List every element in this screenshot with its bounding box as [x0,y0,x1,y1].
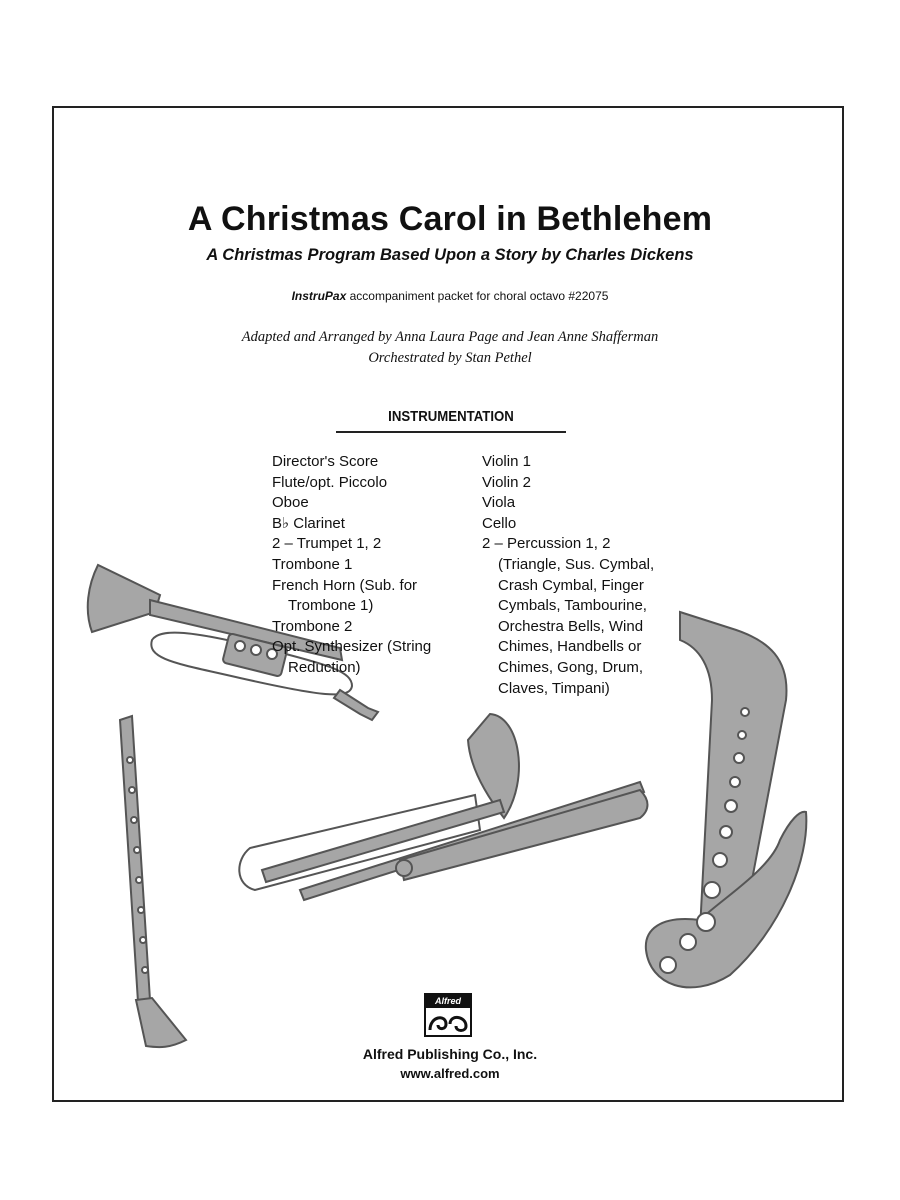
instrument-list-left [272,452,472,679]
list-item: Opt. Synthesizer (String [272,638,432,656]
list-item: B♭ Clarinet [272,514,345,532]
orchestrator-credit: Orchestrated by Stan Pethel [368,350,532,366]
list-item: Viola [482,494,516,512]
publisher-name: Alfred Publishing Co., Inc. [362,1046,538,1062]
list-item: (Triangle, Sus. Cymbal, [498,555,655,573]
list-item: Claves, Timpani) [498,679,610,697]
clarinet-illustration [120,716,186,1047]
cover-title: A Christmas Carol in Bethlehem [187,200,713,238]
list-item: Violin 2 [482,473,531,491]
list-item: Cymbals, Tambourine, [498,597,647,615]
instrument-list-right [482,452,682,699]
list-item: Orchestra Bells, Wind [498,617,644,635]
list-item: Flute/opt. Piccolo [272,473,388,491]
logo-mark-icon [426,1008,470,1035]
list-item: Oboe [272,494,309,512]
list-item: Reduction) [288,658,361,676]
publisher-url[interactable]: www.alfred.com [400,1066,500,1081]
trombone-illustration [239,714,647,900]
arranger-credit: Adapted and Arranged by Anna Laura Page and Jean Anne Shafferman [241,329,659,345]
instrumentation-heading: INSTRUMENTATION [388,408,514,425]
list-item: Crash Cymbal, Finger [498,576,644,594]
packet-text: accompaniment packet for choral octavo #22075 [346,289,609,303]
alfred-logo-text: Alfred [426,995,470,1008]
list-item: 2 – Trumpet 1, 2 [272,535,382,553]
packet-note [0,289,900,303]
list-item: 2 – Percussion 1, 2 [482,535,611,553]
list-item: Trombone 1 [272,555,353,573]
list-item: Chimes, Gong, Drum, [498,658,644,676]
list-item: Violin 1 [482,453,531,470]
list-item: Trombone 1) [288,597,374,615]
list-item: Cello [482,514,517,532]
cover-subtitle: A Christmas Program Based Upon a Story by Charles Dickens [206,246,694,264]
alfred-logo [424,993,472,1037]
list-item: French Horn (Sub. for [272,576,418,594]
list-item: Director's Score [272,453,379,470]
packet-brand: InstruPax [291,289,347,303]
heading-underline [336,431,566,433]
list-item: Chimes, Handbells or [498,638,642,656]
list-item: Trombone 2 [272,617,353,635]
